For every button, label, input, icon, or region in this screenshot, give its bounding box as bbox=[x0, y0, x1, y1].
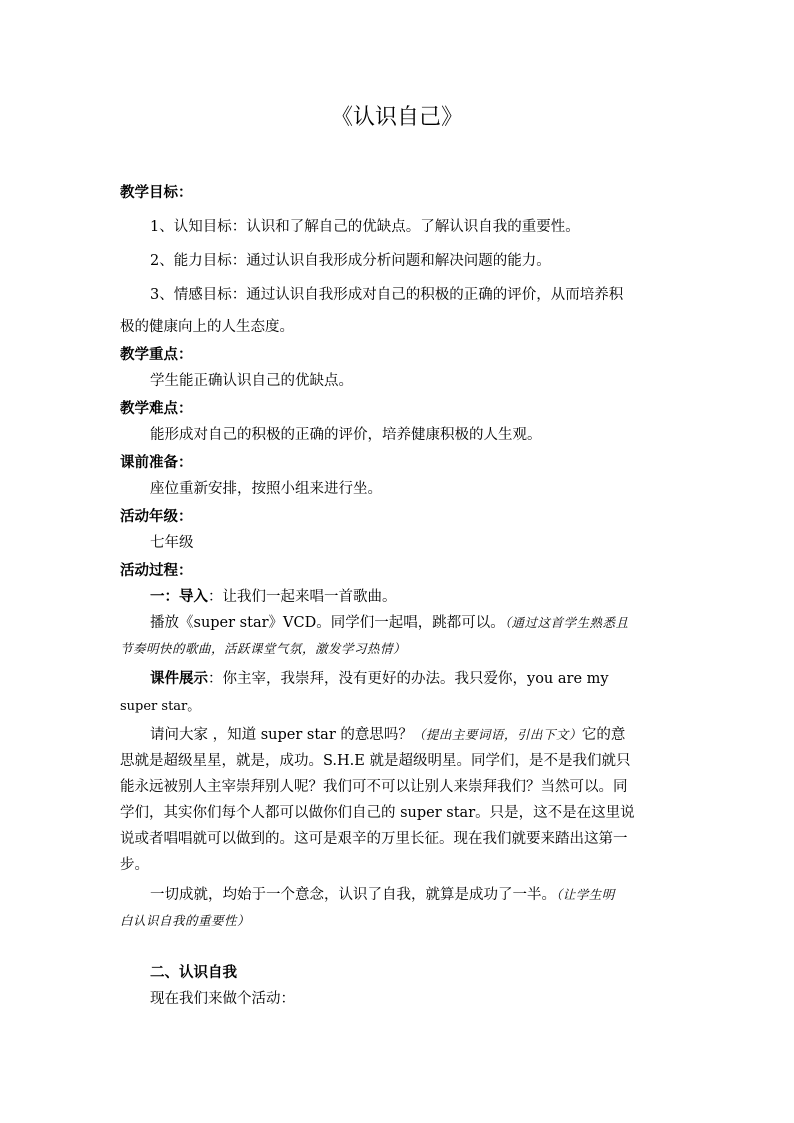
ask-line-6: 步。 bbox=[120, 857, 149, 873]
courseware-label: 课件展示 bbox=[150, 670, 208, 687]
ask-text-2: 它的意 bbox=[581, 727, 626, 743]
page-title: 《认识自己》 bbox=[330, 105, 463, 130]
intro-line bbox=[120, 584, 675, 610]
play-line bbox=[120, 610, 675, 636]
section-2-heading: 二、认识自我 bbox=[150, 964, 237, 981]
ask-note: （提出主要词语，引出下文） bbox=[412, 727, 582, 742]
ask-line-5: 说或者唱唱就可以做到的。这可是艰辛的万里长征。现在我们就要来踏出这第一 bbox=[120, 831, 628, 847]
play-text: 播放《super star》VCD。同学们一起唱，跳都可以。 bbox=[150, 615, 505, 631]
intro-text: ：让我们一起来唱一首歌曲。 bbox=[208, 589, 397, 605]
goal-1: 1、认知目标：认识和了解自己的优缺点。了解认识自我的重要性。 bbox=[150, 219, 580, 235]
play-note-line-2 bbox=[120, 636, 675, 662]
ask-text-1: 请问大家 ，知道 super star 的意思吗？ bbox=[150, 727, 413, 743]
grade-heading: 活动年级： bbox=[120, 508, 193, 525]
goal-3-line-2: 极的健康向上的人生态度。 bbox=[120, 319, 294, 335]
difficulty-text: 能形成对自己的积极的正确的评价，培养健康积极的人生观。 bbox=[150, 427, 542, 443]
success-line bbox=[120, 882, 675, 908]
key-point-text: 学生能正确认识自己的优缺点。 bbox=[150, 373, 353, 389]
intro-label: 一：导入 bbox=[150, 588, 208, 605]
prep-text: 座位重新安排，按照小组来进行坐。 bbox=[150, 481, 382, 497]
play-note-part-2: 节奏明快的歌曲，活跃课堂气氛，激发学习热情） bbox=[120, 641, 407, 656]
difficulty-heading: 教学难点： bbox=[120, 400, 193, 417]
courseware-text: ：你主宰，我崇拜，没有更好的办法。我只爱你，you are my bbox=[208, 671, 609, 687]
success-note-part-1: （让学生明 bbox=[556, 887, 615, 902]
courseware-line bbox=[120, 666, 675, 692]
success-text: 一切成就，均始于一个意念，认识了自我，就算是成功了一半。 bbox=[150, 887, 556, 903]
success-note-part-2: 白认识自我的重要性） bbox=[120, 913, 251, 928]
prep-heading: 课前准备： bbox=[120, 454, 193, 471]
document-body bbox=[120, 178, 675, 1012]
courseware-line-2: super star。 bbox=[120, 699, 201, 714]
success-line-2 bbox=[120, 908, 675, 934]
ask-line-4: 学们，其实你们每个人都可以做你们自己的 super star。只是，这不是在这里说 bbox=[120, 805, 635, 821]
play-note-part-1: （通过这首学生熟悉且 bbox=[504, 615, 629, 630]
goals-heading: 教学目标： bbox=[120, 184, 193, 201]
ask-line-3: 能永远被别人主宰崇拜别人呢？我们可不可以让别人来崇拜我们？当然可以。同 bbox=[120, 779, 628, 795]
process-heading: 活动过程： bbox=[120, 562, 193, 579]
ask-line-1 bbox=[120, 722, 675, 748]
key-point-heading: 教学重点： bbox=[120, 346, 193, 363]
section-2-text: 现在我们来做个活动： bbox=[150, 991, 295, 1007]
ask-line-2: 思就是超级星星，就是，成功。S.H.E 就是超级明星。同学们，是不是我们就只 bbox=[120, 753, 631, 769]
goal-3-line-1: 3、情感目标：通过认识自我形成对自己的积极的正确的评价，从而培养积 bbox=[150, 287, 624, 303]
goal-2: 2、能力目标：通过认识自我形成分析问题和解决问题的能力。 bbox=[150, 253, 551, 269]
grade-text: 七年级 bbox=[150, 535, 194, 551]
